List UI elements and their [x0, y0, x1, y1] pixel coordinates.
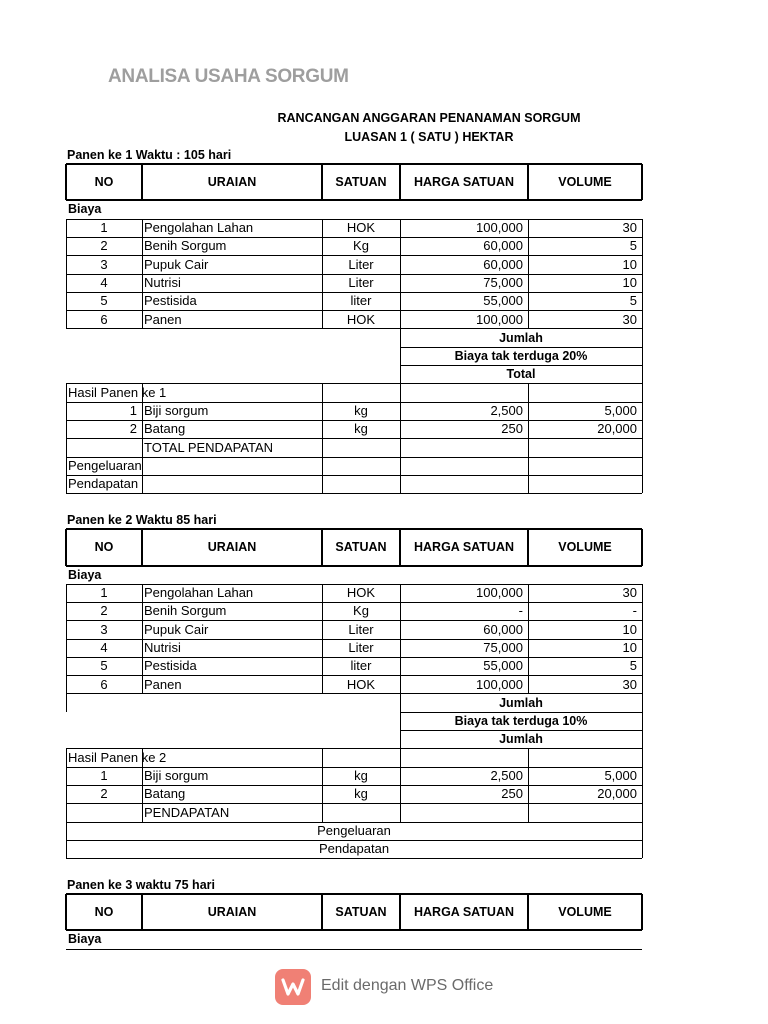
cost-row-harga: 100,000 [476, 220, 523, 235]
cost-row-uraian: Pestisida [144, 293, 197, 309]
harvest-row-volume: 5,000 [604, 768, 637, 783]
pendapatan-label: Pendapatan [68, 476, 139, 492]
wps-edit-label: Edit dengan WPS Office [321, 977, 494, 994]
hasil-title: Hasil Panen ke 2 [68, 749, 167, 765]
document-title: ANALISA USAHA SORGUM [108, 66, 349, 87]
cost-row-volume: 5 [629, 238, 637, 254]
summary-1: Biaya tak terduga 10% [454, 714, 588, 729]
cost-row-uraian: Pestisida [144, 658, 197, 674]
section-title-panen-3: Panen ke 3 waktu 75 hari [67, 878, 215, 892]
cost-row-uraian: Pengolahan Lahan [144, 585, 254, 600]
cost-row-satuan: HOK [346, 676, 376, 692]
grid-line [642, 694, 643, 749]
harvest-row-satuan: kg [354, 421, 368, 437]
cost-row-harga: 75,000 [483, 274, 523, 290]
harvest-row-satuan: kg [354, 768, 368, 783]
cost-row-no: 2 [100, 238, 108, 254]
grid-line [642, 329, 643, 384]
cost-row-harga: 55,000 [483, 658, 523, 674]
cost-row-volume: - [632, 603, 637, 619]
harvest-row-harga: 2,500 [490, 768, 523, 783]
header-satuan: SATUAN [335, 175, 387, 189]
cost-row-no: 1 [100, 585, 108, 600]
cost-row-satuan: HOK [346, 585, 376, 600]
harvest-row-uraian: Batang [144, 786, 186, 802]
harvest-row-uraian: Biji sorgum [144, 403, 209, 418]
cost-row-uraian: Nutrisi [144, 639, 181, 655]
cost-row-harga: 60,000 [483, 621, 523, 637]
biaya-label: Biaya [68, 568, 102, 582]
cost-row-satuan: Liter [348, 639, 374, 655]
grid-line [66, 949, 642, 950]
cost-row-satuan: liter [350, 658, 372, 674]
cost-row-satuan: Kg [353, 238, 369, 254]
header-satuan: SATUAN [335, 540, 387, 554]
header-uraian: URAIAN [207, 175, 257, 189]
cost-row-volume: 30 [622, 311, 637, 327]
grid-line [66, 493, 642, 494]
harvest-row-harga: 250 [501, 421, 523, 437]
cost-row-harga: 55,000 [483, 293, 523, 309]
grid-line [400, 329, 401, 384]
cost-row-uraian: Benih Sorgum [144, 238, 227, 254]
cost-row-harga: 100,000 [476, 585, 523, 600]
cost-row-volume: 10 [622, 256, 637, 272]
cost-row-volume: 30 [622, 676, 637, 692]
pengeluaran-label: Pengeluaran [68, 457, 142, 473]
harvest-row-no: 1 [100, 768, 108, 783]
summary-1: Biaya tak terduga 20% [454, 349, 588, 364]
budget-heading: RANCANGAN ANGGARAN PENANAMAN SORGUM [277, 111, 581, 125]
hasil-title: Hasil Panen ke 1 [68, 384, 167, 400]
header-volume: VOLUME [558, 905, 612, 919]
summary-0: Jumlah [499, 695, 543, 710]
grid-line [400, 694, 401, 749]
cost-row-satuan: Liter [348, 256, 374, 272]
section-title-panen-2: Panen ke 2 Waktu 85 hari [67, 513, 217, 527]
cost-row-uraian: Pengolahan Lahan [144, 220, 254, 235]
harvest-row-uraian: Batang [144, 421, 186, 437]
cost-row-no: 6 [100, 311, 108, 327]
biaya-label: Biaya [68, 932, 102, 946]
cost-row-volume: 30 [622, 220, 637, 235]
cost-row-no: 5 [100, 293, 108, 309]
header-satuan: SATUAN [335, 905, 387, 919]
harvest-row-harga: 250 [501, 786, 523, 802]
harvest-row-uraian: Biji sorgum [144, 768, 209, 783]
cost-row-uraian: Nutrisi [144, 274, 181, 290]
summary-0: Jumlah [499, 330, 543, 345]
header-uraian: URAIAN [207, 905, 257, 919]
cost-row-volume: 10 [622, 274, 637, 290]
wps-logo-icon [275, 969, 311, 1005]
cost-row-harga: 60,000 [483, 238, 523, 254]
cost-row-harga: 100,000 [476, 676, 523, 692]
header-no: NO [94, 540, 114, 554]
harvest-row-harga: 2,500 [490, 403, 523, 418]
cost-row-no: 3 [100, 256, 108, 272]
section-title-panen-1: Panen ke 1 Waktu : 105 hari [67, 148, 232, 162]
cost-row-satuan: Liter [348, 621, 374, 637]
pengeluaran-label: Pengeluaran [317, 822, 391, 838]
cost-row-volume: 30 [622, 585, 637, 600]
cost-row-harga: 60,000 [483, 256, 523, 272]
area-heading: LUASAN 1 ( SATU ) HEKTAR [344, 130, 514, 144]
cost-row-volume: 10 [622, 639, 637, 655]
cost-row-harga: 100,000 [476, 311, 523, 327]
cost-row-no: 3 [100, 621, 108, 637]
grid-line [66, 694, 67, 712]
cost-row-uraian: Panen [144, 676, 182, 692]
header-harga: HARGA SATUAN [414, 540, 514, 554]
harvest-row-satuan: kg [354, 786, 368, 802]
cost-row-uraian: Panen [144, 311, 182, 327]
cost-row-satuan: HOK [346, 220, 376, 235]
header-no: NO [94, 175, 114, 189]
cost-row-no: 4 [100, 639, 108, 655]
cost-row-satuan: liter [350, 293, 372, 309]
cost-row-satuan: Kg [353, 603, 369, 619]
header-uraian: URAIAN [207, 540, 257, 554]
cost-row-satuan: HOK [346, 311, 376, 327]
cost-row-uraian: Pupuk Cair [144, 621, 209, 637]
header-no: NO [94, 905, 114, 919]
harvest-row-no: 2 [100, 786, 108, 802]
cost-row-no: 1 [100, 220, 108, 235]
header-volume: VOLUME [558, 175, 612, 189]
total-pendapatan-label: TOTAL PENDAPATAN [144, 439, 274, 455]
cost-row-volume: 5 [629, 658, 637, 674]
cost-row-uraian: Pupuk Cair [144, 256, 209, 272]
harvest-row-no: 2 [129, 421, 137, 437]
header-harga: HARGA SATUAN [414, 905, 514, 919]
harvest-row-volume: 20,000 [597, 786, 637, 802]
harvest-row-volume: 20,000 [597, 421, 637, 437]
cost-row-uraian: Benih Sorgum [144, 603, 227, 619]
cost-row-no: 5 [100, 658, 108, 674]
grid-line [66, 475, 642, 476]
pendapatan-label: Pendapatan [318, 841, 390, 857]
cost-row-no: 2 [100, 603, 108, 619]
cost-row-no: 4 [100, 274, 108, 290]
header-volume: VOLUME [558, 540, 612, 554]
header-harga: HARGA SATUAN [414, 175, 514, 189]
pendapatan-row-label: PENDAPATAN [144, 804, 230, 820]
cost-row-harga: - [518, 603, 523, 619]
cost-row-volume: 10 [622, 621, 637, 637]
harvest-row-no: 1 [129, 403, 137, 418]
cost-row-harga: 75,000 [483, 639, 523, 655]
cost-row-volume: 5 [629, 293, 637, 309]
biaya-label: Biaya [68, 202, 102, 216]
summary-2: Total [506, 367, 536, 382]
harvest-row-satuan: kg [354, 403, 368, 418]
harvest-row-volume: 5,000 [604, 403, 637, 418]
cost-row-satuan: Liter [348, 274, 374, 290]
summary-2: Jumlah [499, 732, 543, 747]
cost-row-no: 6 [100, 676, 108, 692]
